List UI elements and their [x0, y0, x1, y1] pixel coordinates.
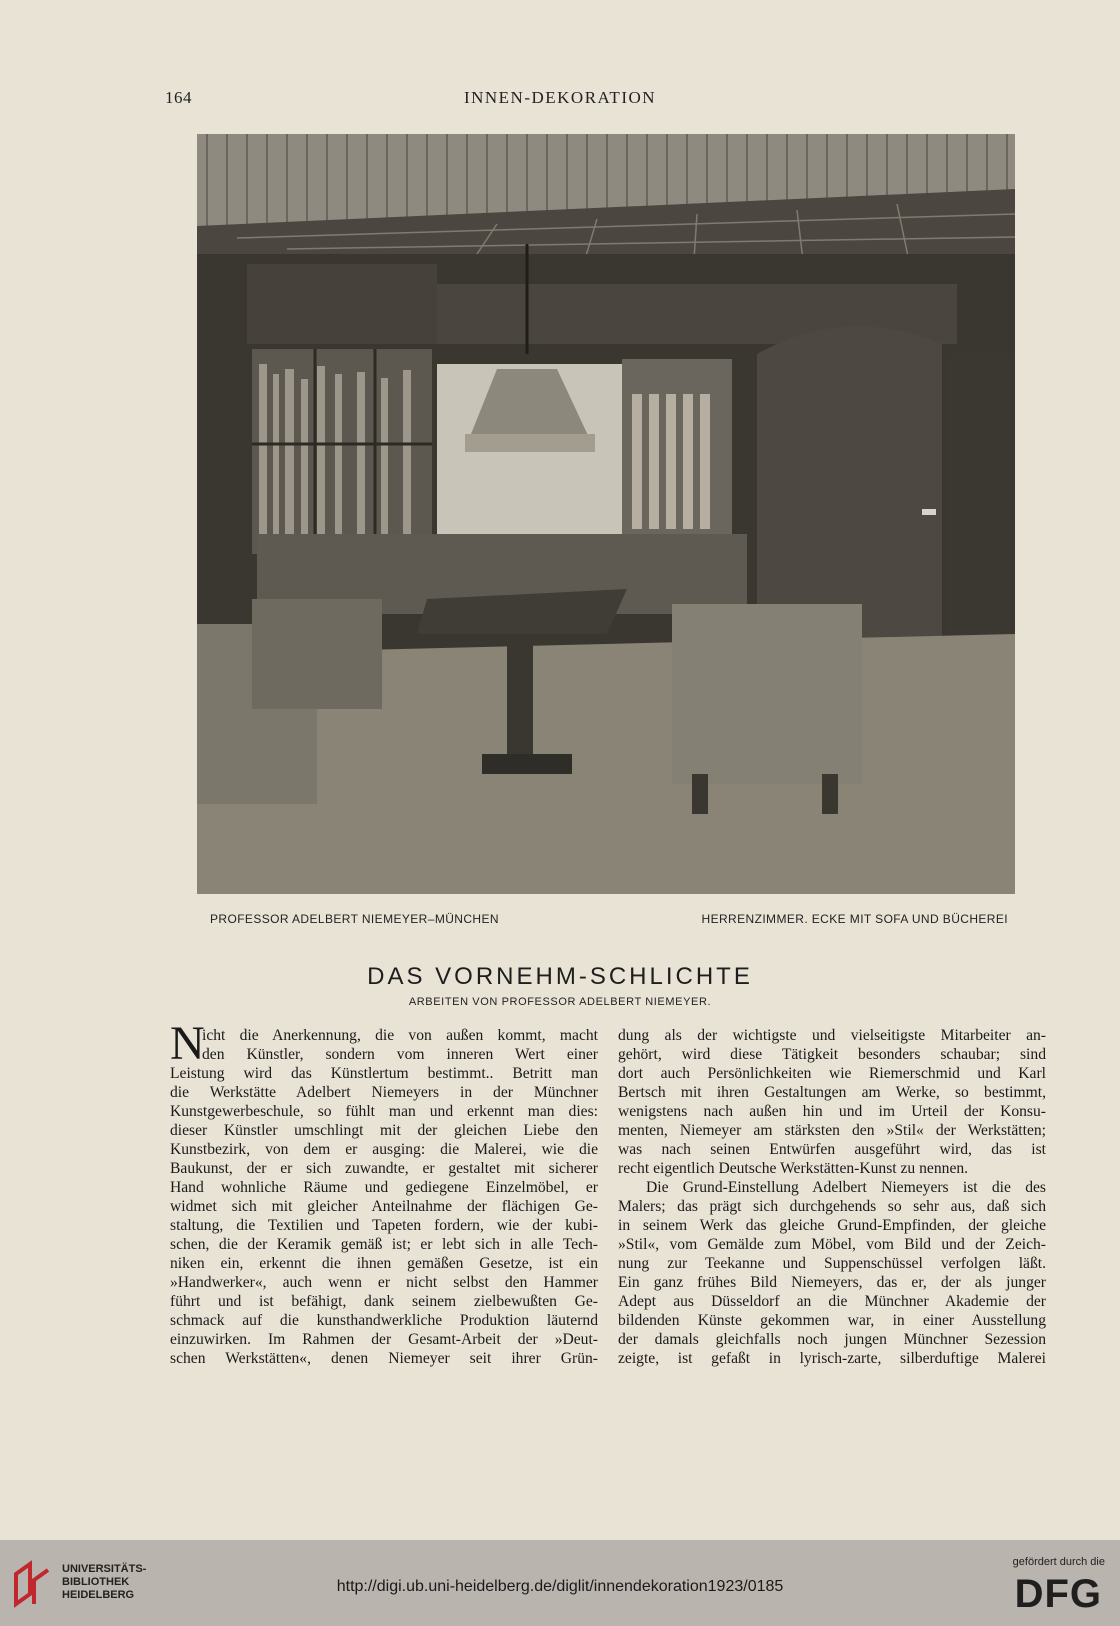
text-line: schen, die der Keramik gemäß ist; er lebt sich in alle Tech- — [170, 1236, 598, 1253]
text-line: gehört, wird diese Tätigkeit besonders schaubar; sind — [618, 1046, 1046, 1063]
dfg-logo: DFG — [1014, 1572, 1102, 1616]
article-title: DAS VORNEHM-SCHLICHTE — [367, 963, 753, 990]
text-line: Kunstbezirk, von dem er ausging: die Malerei, wie die — [170, 1141, 598, 1158]
text-column-left — [170, 1017, 598, 1368]
text-line: die Werkstätte Adelbert Niemeyers in der Münchner — [170, 1084, 598, 1101]
plate-caption-right: HERRENZIMMER. ECKE MIT SOFA UND BÜCHEREI — [701, 912, 1008, 926]
library-name: UNIVERSITÄTS- BIBLIOTHEK HEIDELBERG — [62, 1563, 147, 1601]
text-line: Leistung wird das Künstlertum bestimmt.. Betritt man — [170, 1065, 598, 1082]
text-line: Die Grund-Einstellung Adelbert Niemeyers ist die des — [646, 1179, 1046, 1196]
text-line: dung als der wichtigste und vielseitigste Mitarbeiter an- — [618, 1027, 1046, 1044]
running-head: INNEN-DEKORATION — [463, 88, 657, 107]
text-line: Baukunst, der er sich zuwandte, er gestaltet mit sicherer — [170, 1160, 598, 1177]
text-line: Hand wohnliche Räume und gediegene Einzelmöbel, er — [170, 1179, 598, 1196]
text-line: schmack auf die kunsthandwerkliche Produktion läuternd — [170, 1312, 598, 1329]
plate-caption-left: PROFESSOR ADELBERT NIEMEYER–MÜNCHEN — [210, 912, 499, 926]
text-line: Bertsch mit ihren Gestaltungen am Werke, so bestimmt, — [618, 1084, 1046, 1101]
text-line: niken ein, erkennt die ihnen gemäßen Gesetze, ist ein — [170, 1255, 598, 1272]
text-line: wenigstens nach außen hin und im Urteil der Konsu- — [618, 1103, 1046, 1120]
text-line: recht eigentlich Deutsche Werkstätten-Kunst zu nennen. — [618, 1160, 969, 1177]
text-line: »Stil«, vom Gemälde zum Möbel, vom Bild und der Zeich- — [618, 1236, 1046, 1253]
text-line: Adept aus Düsseldorf an die Münchner Akademie der — [618, 1293, 1046, 1310]
text-line: widmet sich mit gleicher Anteilnahme der flächigen Ge- — [170, 1198, 598, 1215]
funding-note: gefördert durch die — [1012, 1556, 1105, 1568]
drop-cap: N — [170, 1017, 205, 1070]
interior-photograph — [197, 134, 1015, 894]
text-line: zeigte, ist gefaßt in lyrisch-zarte, silberduftige Malerei — [618, 1350, 1046, 1367]
text-line: was nach seinen Entwürfen ausgeführt wird, das ist — [618, 1141, 1046, 1158]
page-number: 164 — [165, 88, 192, 107]
text-line: in seinem Werk das gleiche Grund-Empfinden, der gleiche — [618, 1217, 1046, 1234]
text-line: führt und ist befähigt, dank seinem zielbewußten Ge- — [170, 1293, 598, 1310]
text-line: nung zur Teekanne und Suppenschüssel verfolgen läßt. — [618, 1255, 1046, 1272]
source-url-link[interactable]: http://digi.ub.uni-heidelberg.de/diglit/innendekoration1923/0185 — [336, 1578, 784, 1595]
text-line: staltung, die Textilien und Tapeten fordern, wie der kubi- — [170, 1217, 598, 1234]
text-line: dieser Künstler umschlingt mit der gleichen Liebe den — [170, 1122, 598, 1139]
text-line: Malers; das prägt sich durchgehends so sehr aus, daß sich — [618, 1198, 1046, 1215]
text-line: menten, Niemeyer am stärksten den »Stil« der Werkstätten; — [618, 1122, 1046, 1139]
text-line: dort auch Persönlichkeiten wie Riemerschmid und Karl — [618, 1065, 1046, 1082]
text-line: icht die Anerkennung, die von außen kommt, macht — [202, 1027, 598, 1044]
text-line: bildenden Künste gekommen war, in einer Ausstellung — [618, 1312, 1046, 1329]
text-column-right — [618, 1026, 1046, 1368]
digitization-footer — [0, 1540, 1120, 1626]
text-line: Ein ganz frühes Bild Niemeyers, das er, der als junger — [618, 1274, 1046, 1291]
text-line: einzuwirken. Im Rahmen der Gesamt-Arbeit der »Deut- — [170, 1331, 598, 1348]
text-line: den Künstler, sondern vom inneren Wert einer — [202, 1046, 598, 1063]
photo-plate — [197, 134, 1015, 894]
text-line: schen Werkstätten«, denen Niemeyer seit ihrer Grün- — [170, 1350, 598, 1367]
article-subtitle: ARBEITEN VON PROFESSOR ADELBERT NIEMEYER. — [408, 996, 712, 1008]
text-line: Kunstgewerbeschule, so fühlt man und erkennt man dies: — [170, 1103, 598, 1120]
text-line: »Handwerker«, auch wenn er nicht selbst den Hammer — [170, 1274, 598, 1291]
text-line: der damals gleichfalls noch jungen Münchner Sezession — [618, 1331, 1046, 1348]
